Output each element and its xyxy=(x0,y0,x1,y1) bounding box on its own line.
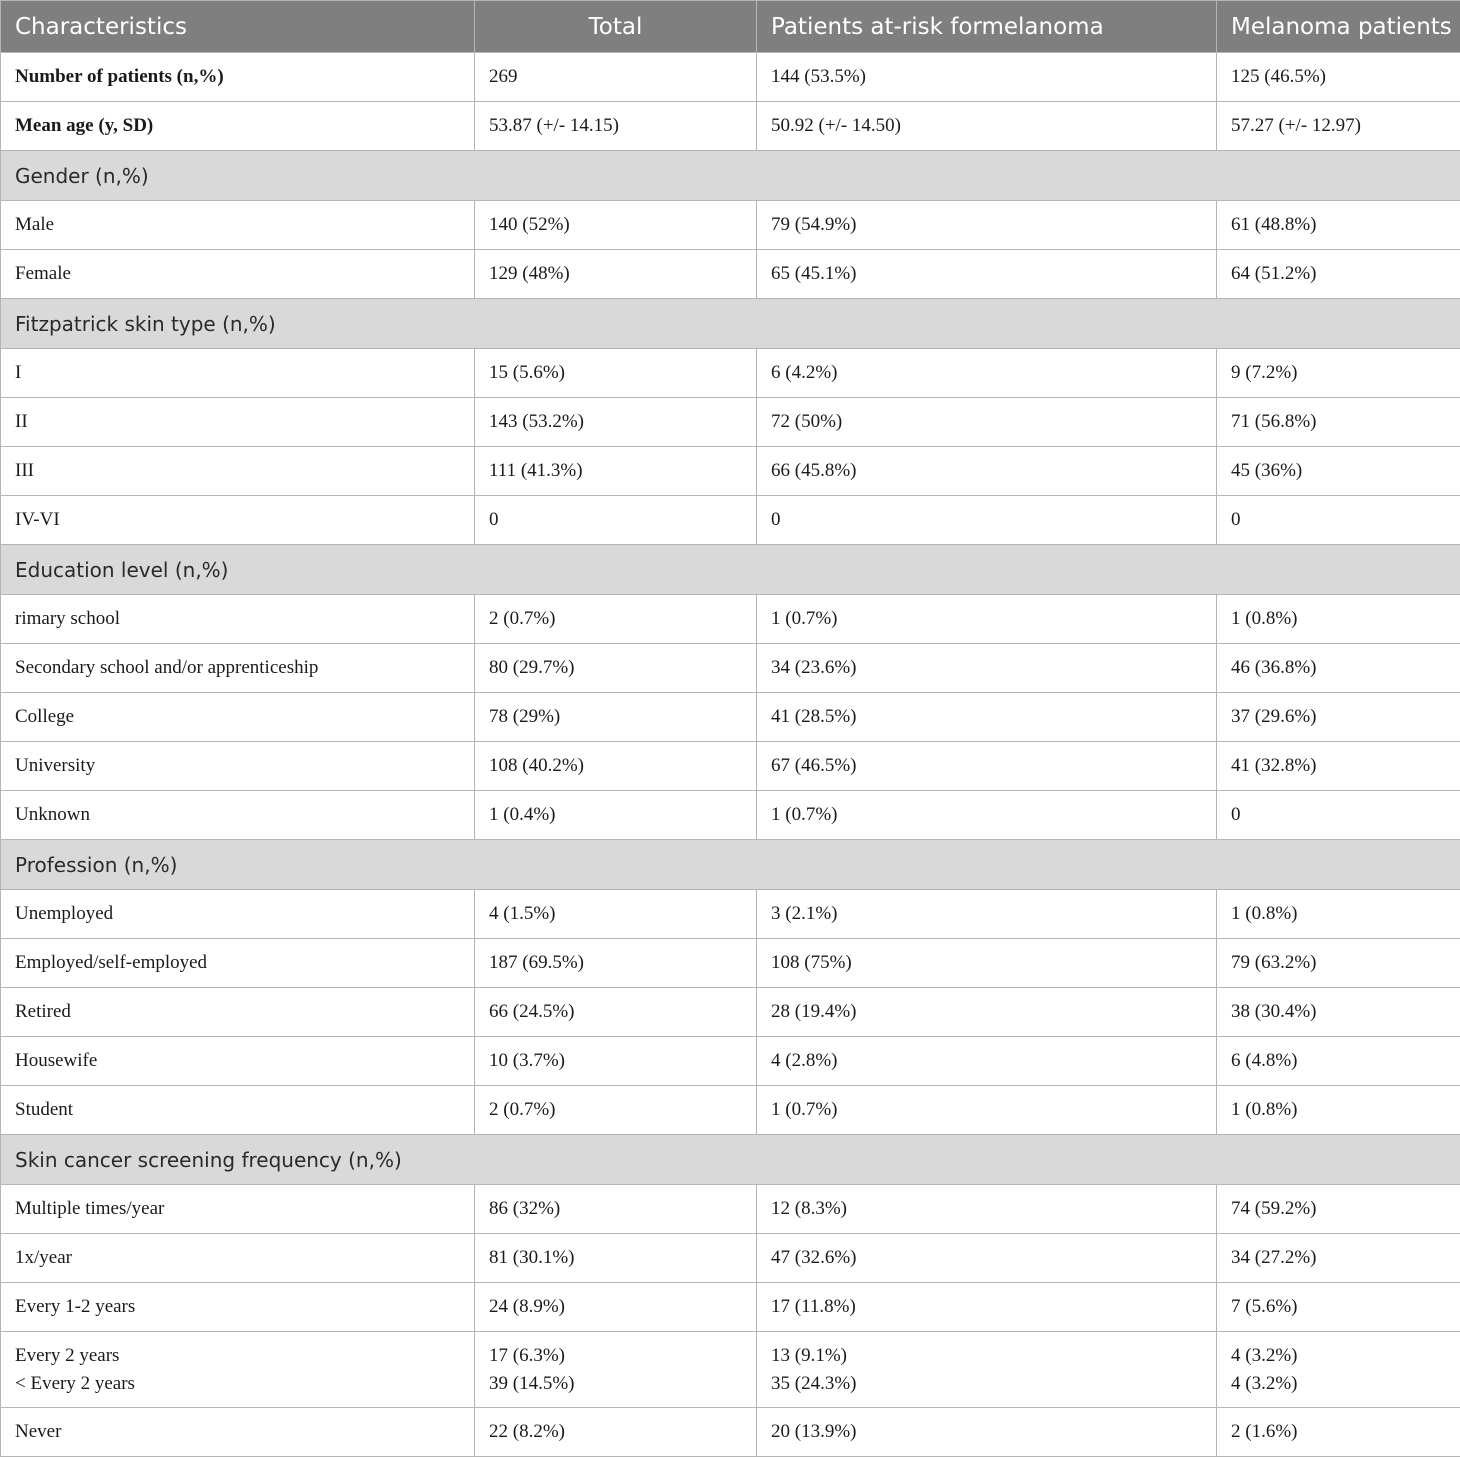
row-label: rimary school xyxy=(1,595,475,644)
cell-line: < Every 2 years xyxy=(15,1370,460,1398)
table-cell: 41 (28.5%) xyxy=(757,693,1217,742)
table-cell: 64 (51.2%) xyxy=(1217,250,1460,299)
table-row xyxy=(1,988,1460,1037)
table-cell: 72 (50%) xyxy=(757,398,1217,447)
row-label: Number of patients (n,%) xyxy=(1,53,475,102)
table-cell: 7 (5.6%) xyxy=(1217,1283,1460,1332)
header-total: Total xyxy=(475,1,757,53)
section-label: Skin cancer screening frequency (n,%) xyxy=(1,1135,1460,1185)
table-row xyxy=(1,1037,1460,1086)
table-cell: 74 (59.2%) xyxy=(1217,1185,1460,1234)
table-cell: 34 (27.2%) xyxy=(1217,1234,1460,1283)
table-row xyxy=(1,447,1460,496)
table-cell: 79 (54.9%) xyxy=(757,201,1217,250)
table-row xyxy=(1,250,1460,299)
table-cell: 81 (30.1%) xyxy=(475,1234,757,1283)
table-row xyxy=(1,201,1460,250)
table-cell: 9 (7.2%) xyxy=(1217,349,1460,398)
cell-line: 4 (3.2%) xyxy=(1231,1370,1446,1398)
table-cell: 4 (1.5%) xyxy=(475,890,757,939)
row-label: Unknown xyxy=(1,791,475,840)
table-cell: 28 (19.4%) xyxy=(757,988,1217,1037)
row-label: University xyxy=(1,742,475,791)
section-label: Gender (n,%) xyxy=(1,151,1460,201)
table-row xyxy=(1,742,1460,791)
table-row xyxy=(1,791,1460,840)
table-cell: 46 (36.8%) xyxy=(1217,644,1460,693)
table-cell xyxy=(1217,1332,1460,1408)
table-row xyxy=(1,1408,1460,1457)
table-cell: 15 (5.6%) xyxy=(475,349,757,398)
row-label: 1x/year xyxy=(1,1234,475,1283)
table-cell: 1 (0.7%) xyxy=(757,1086,1217,1135)
table-cell: 1 (0.8%) xyxy=(1217,595,1460,644)
table-cell: 129 (48%) xyxy=(475,250,757,299)
table-cell: 65 (45.1%) xyxy=(757,250,1217,299)
row-label: Male xyxy=(1,201,475,250)
table-row xyxy=(1,1234,1460,1283)
table-cell xyxy=(757,1332,1217,1408)
row-label: Every 1-2 years xyxy=(1,1283,475,1332)
table-cell: 50.92 (+/- 14.50) xyxy=(757,102,1217,151)
table-cell: 108 (40.2%) xyxy=(475,742,757,791)
table-cell: 66 (24.5%) xyxy=(475,988,757,1037)
table-cell: 22 (8.2%) xyxy=(475,1408,757,1457)
table-row xyxy=(1,693,1460,742)
table-row xyxy=(1,102,1460,151)
row-label: Mean age (y, SD) xyxy=(1,102,475,151)
table-cell: 12 (8.3%) xyxy=(757,1185,1217,1234)
table-row xyxy=(1,1283,1460,1332)
table-cell: 37 (29.6%) xyxy=(1217,693,1460,742)
table-cell: 53.87 (+/- 14.15) xyxy=(475,102,757,151)
row-label: Never xyxy=(1,1408,475,1457)
table-cell: 41 (32.8%) xyxy=(1217,742,1460,791)
table-cell: 71 (56.8%) xyxy=(1217,398,1460,447)
table-cell: 269 xyxy=(475,53,757,102)
table-cell: 108 (75%) xyxy=(757,939,1217,988)
table-cell: 6 (4.8%) xyxy=(1217,1037,1460,1086)
row-label: Retired xyxy=(1,988,475,1037)
table-cell: 67 (46.5%) xyxy=(757,742,1217,791)
row-label: Employed/self-employed xyxy=(1,939,475,988)
table-header xyxy=(1,1,1460,53)
section-header-row xyxy=(1,299,1460,349)
table-cell: 20 (13.9%) xyxy=(757,1408,1217,1457)
cell-line: 39 (14.5%) xyxy=(489,1370,742,1398)
cell-line: 4 (3.2%) xyxy=(1231,1342,1446,1370)
table-cell: 24 (8.9%) xyxy=(475,1283,757,1332)
section-header-row xyxy=(1,151,1460,201)
table-cell: 57.27 (+/- 12.97) xyxy=(1217,102,1460,151)
table-row xyxy=(1,1332,1460,1408)
table-cell: 47 (32.6%) xyxy=(757,1234,1217,1283)
table-cell: 187 (69.5%) xyxy=(475,939,757,988)
section-header-row xyxy=(1,840,1460,890)
table-row xyxy=(1,890,1460,939)
table-cell: 78 (29%) xyxy=(475,693,757,742)
table-row xyxy=(1,53,1460,102)
table-cell: 0 xyxy=(475,496,757,545)
section-label: Fitzpatrick skin type (n,%) xyxy=(1,299,1460,349)
row-label: Unemployed xyxy=(1,890,475,939)
table-cell: 144 (53.5%) xyxy=(757,53,1217,102)
table-cell xyxy=(475,1332,757,1408)
row-label: Housewife xyxy=(1,1037,475,1086)
table-cell: 45 (36%) xyxy=(1217,447,1460,496)
table-cell: 66 (45.8%) xyxy=(757,447,1217,496)
table-row xyxy=(1,939,1460,988)
row-label: IV-VI xyxy=(1,496,475,545)
row-label: I xyxy=(1,349,475,398)
table-cell: 1 (0.7%) xyxy=(757,595,1217,644)
table-row xyxy=(1,1185,1460,1234)
table-cell: 4 (2.8%) xyxy=(757,1037,1217,1086)
table-cell: 3 (2.1%) xyxy=(757,890,1217,939)
section-label: Profession (n,%) xyxy=(1,840,1460,890)
table-row xyxy=(1,398,1460,447)
table-cell: 2 (0.7%) xyxy=(475,595,757,644)
table-cell: 61 (48.8%) xyxy=(1217,201,1460,250)
cell-line: 13 (9.1%) xyxy=(771,1342,1202,1370)
table-row xyxy=(1,595,1460,644)
row-label: Secondary school and/or apprenticeship xyxy=(1,644,475,693)
table-cell: 1 (0.8%) xyxy=(1217,890,1460,939)
table-cell: 10 (3.7%) xyxy=(475,1037,757,1086)
table-row xyxy=(1,1086,1460,1135)
header-melanoma: Melanoma patients xyxy=(1217,1,1460,53)
table-cell: 1 (0.4%) xyxy=(475,791,757,840)
table-cell: 79 (63.2%) xyxy=(1217,939,1460,988)
row-label: Multiple times/year xyxy=(1,1185,475,1234)
table-cell: 1 (0.7%) xyxy=(757,791,1217,840)
table-cell: 2 (0.7%) xyxy=(475,1086,757,1135)
table-cell: 111 (41.3%) xyxy=(475,447,757,496)
cell-line: 17 (6.3%) xyxy=(489,1342,742,1370)
table-cell: 1 (0.8%) xyxy=(1217,1086,1460,1135)
header-row xyxy=(1,1,1460,53)
cell-line: Every 2 years xyxy=(15,1342,460,1370)
header-characteristics: Characteristics xyxy=(1,1,475,53)
table-row xyxy=(1,349,1460,398)
table-cell: 0 xyxy=(1217,791,1460,840)
header-at-risk: Patients at-risk formelanoma xyxy=(757,1,1217,53)
table-cell: 80 (29.7%) xyxy=(475,644,757,693)
table-cell: 143 (53.2%) xyxy=(475,398,757,447)
table-cell: 86 (32%) xyxy=(475,1185,757,1234)
table-cell: 0 xyxy=(1217,496,1460,545)
row-label: Student xyxy=(1,1086,475,1135)
table-cell: 0 xyxy=(757,496,1217,545)
table-cell: 6 (4.2%) xyxy=(757,349,1217,398)
row-label: Female xyxy=(1,250,475,299)
table-cell: 125 (46.5%) xyxy=(1217,53,1460,102)
section-header-row xyxy=(1,1135,1460,1185)
table-cell: 2 (1.6%) xyxy=(1217,1408,1460,1457)
cell-line: 35 (24.3%) xyxy=(771,1370,1202,1398)
table-body xyxy=(1,53,1460,1457)
row-label: II xyxy=(1,398,475,447)
table-cell: 34 (23.6%) xyxy=(757,644,1217,693)
row-label: III xyxy=(1,447,475,496)
table-cell: 38 (30.4%) xyxy=(1217,988,1460,1037)
section-label: Education level (n,%) xyxy=(1,545,1460,595)
row-label xyxy=(1,1332,475,1408)
table-cell: 140 (52%) xyxy=(475,201,757,250)
section-header-row xyxy=(1,545,1460,595)
row-label: College xyxy=(1,693,475,742)
table-row xyxy=(1,496,1460,545)
table-row xyxy=(1,644,1460,693)
table-cell: 17 (11.8%) xyxy=(757,1283,1217,1332)
